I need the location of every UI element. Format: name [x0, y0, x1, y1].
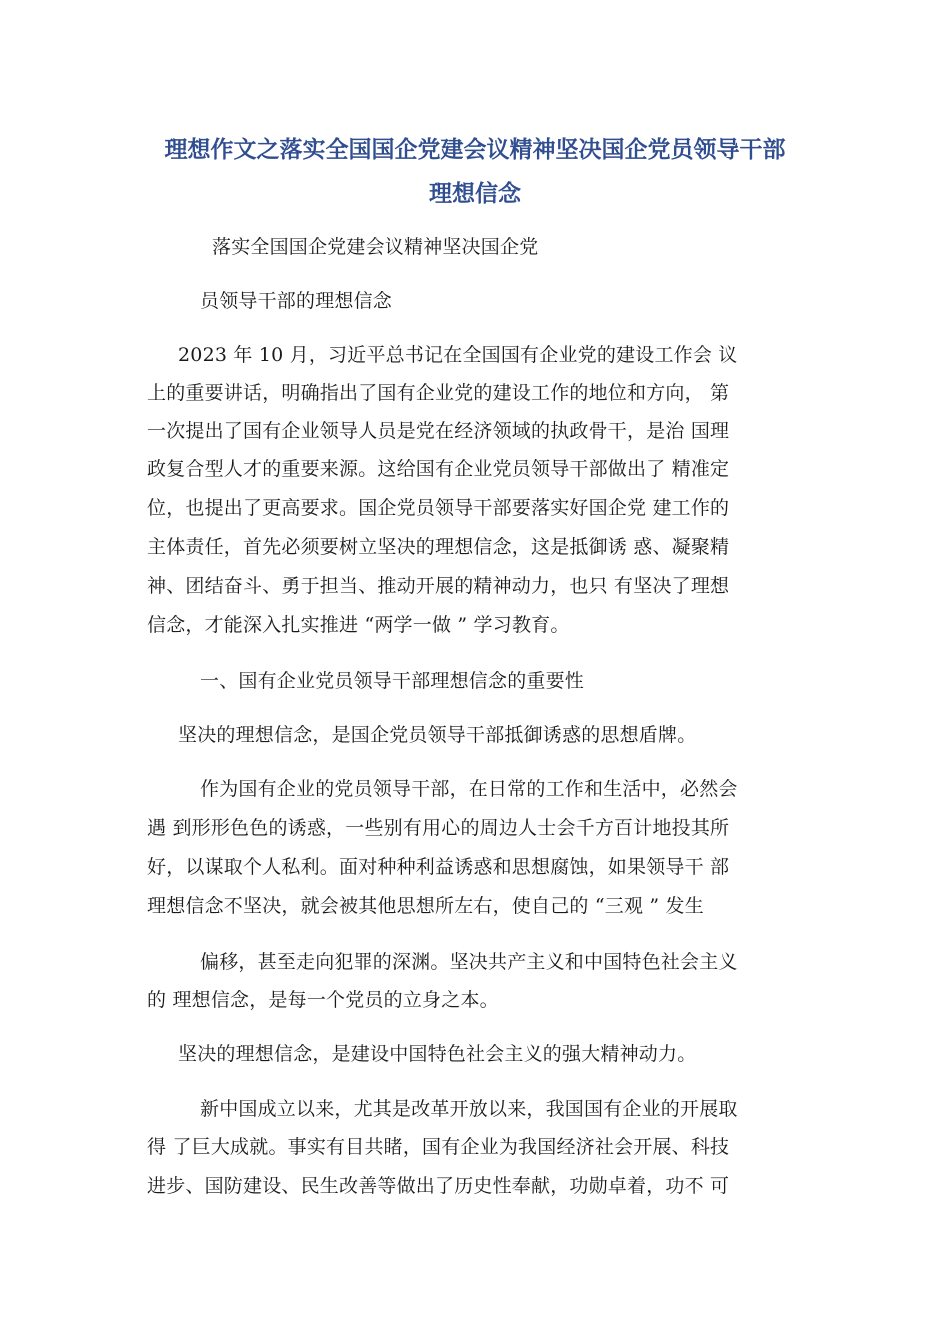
paragraph-line: 理想信念不坚决，就会被其他思想所左右，使自己的 “三观 ” 发生	[147, 895, 704, 917]
paragraph-line: 政复合型人才的重要来源。这给国有企业党员领导干部做出了 精准定	[147, 458, 730, 480]
paragraph-line: 上的重要讲话，明确指出了国有企业党的建设工作的地位和方向， 第	[147, 382, 730, 404]
paragraph-line: 的 理想信念，是每一个党员的立身之本。	[147, 989, 499, 1011]
subtitle-line-2: 员领导干部的理想信念	[200, 290, 393, 312]
paragraph-line: 坚决的理想信念，是国企党员领导干部抵御诱惑的思想盾牌。	[178, 724, 697, 746]
paragraph-line: 主体责任，首先必须要树立坚决的理想信念，这是抵御诱 惑、凝聚精	[147, 536, 730, 558]
document-title-line-1: 理想作文之落实全国国企党建会议精神坚决国企党员领导干部	[164, 137, 786, 163]
paragraph-line: 好，以谋取个人私利。面对种种利益诱惑和思想腐蚀，如果领导干 部	[147, 856, 730, 878]
paragraph-line: 偏移，甚至走向犯罪的深渊。坚决共产主义和中国特色社会主义	[200, 951, 738, 973]
subtitle-line-1: 落实全国国企党建会议精神坚决国企党	[212, 236, 539, 258]
document-title-line-2: 理想信念	[429, 181, 521, 207]
paragraph-line: 遇 到形形色色的诱惑，一些别有用心的周边人士会千方百计地投其所	[147, 817, 730, 839]
paragraph-line: 2023 年 10 月，习近平总书记在全国国有企业党的建设工作会 议	[178, 344, 738, 366]
paragraph-line: 作为国有企业的党员领导干部，在日常的工作和生活中，必然会	[200, 778, 738, 800]
paragraph-line: 神、团结奋斗、勇于担当、推动开展的精神动力，也只 有坚决了理想	[147, 575, 730, 597]
paragraph-line: 一次提出了国有企业领导人员是党在经济领域的执政骨干，是治 国理	[147, 420, 730, 442]
paragraph-line: 位，也提出了更高要求。国企党员领导干部要落实好国企党 建工作的	[147, 497, 730, 519]
section-heading: 一、国有企业党员领导干部理想信念的重要性	[200, 670, 585, 692]
paragraph-line: 信念，才能深入扎实推进 “两学一做 ” 学习教育。	[147, 614, 570, 636]
paragraph-line: 得 了巨大成就。事实有目共睹，国有企业为我国经济社会开展、科技	[147, 1136, 730, 1158]
paragraph-line: 新中国成立以来，尤其是改革开放以来，我国国有企业的开展取	[200, 1098, 738, 1120]
paragraph-line: 进步、国防建设、民生改善等做出了历史性奉献，功勋卓着，功不 可	[147, 1175, 730, 1197]
paragraph-line: 坚决的理想信念，是建设中国特色社会主义的强大精神动力。	[178, 1043, 697, 1065]
